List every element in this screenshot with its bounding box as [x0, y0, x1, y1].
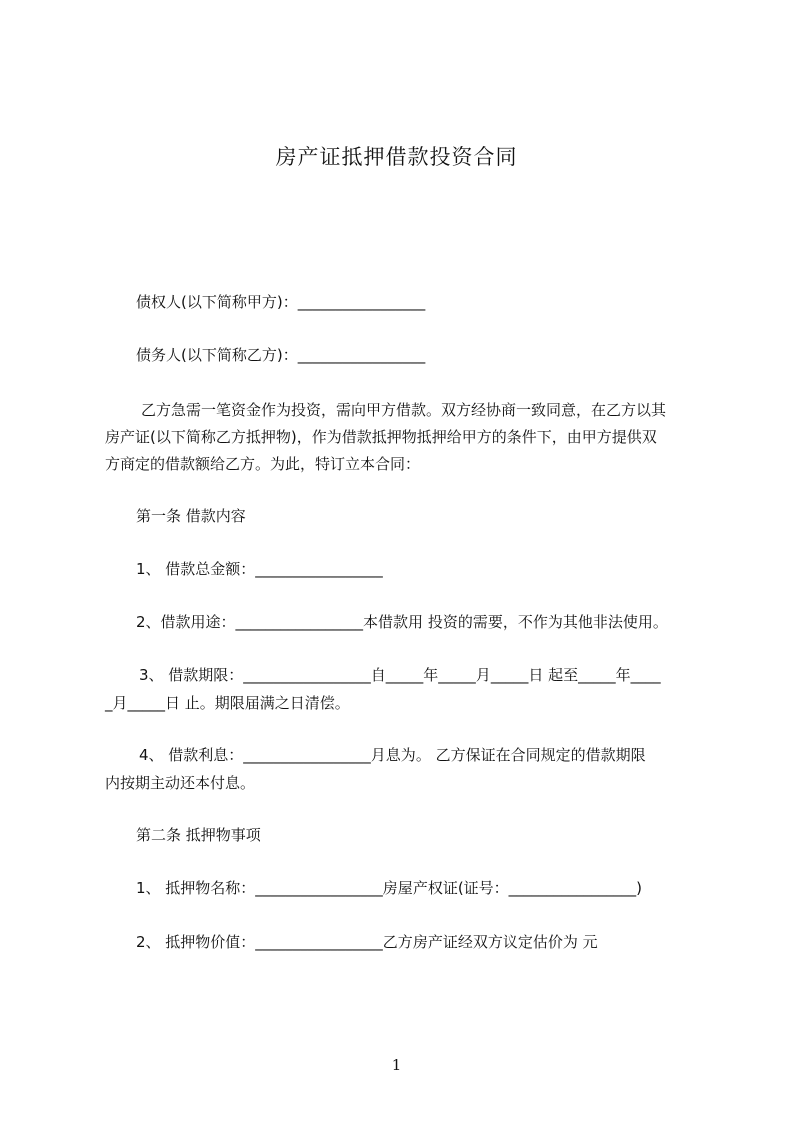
article-1-item-4-line-1: 4、 借款利息：_________________月息为。 乙方保证在合同规定的借款期限 — [139, 746, 646, 764]
article-1-item-2: 2、借款用途：_________________本借款用 投资的需要，不作为其他非法使用。 — [136, 613, 668, 631]
article-2-heading: 第二条 抵押物事项 — [136, 826, 261, 844]
intro-paragraph-line-3: 方商定的借款额给乙方。为此，特订立本合同： — [105, 455, 421, 473]
page-number: 1 — [391, 1056, 402, 1074]
creditor-line: 债权人(以下简称甲方)：_________________ — [136, 293, 426, 311]
article-1-heading: 第一条 借款内容 — [136, 507, 246, 525]
article-2-item-2: 2、 抵押物价值：_________________乙方房产证经双方议定估价为 元 — [136, 933, 598, 951]
intro-paragraph-line-1: 乙方急需一笔资金作为投资，需向甲方借款。双方经协商一致同意，在乙方以其 — [141, 401, 667, 419]
document-title: 房产证抵押借款投资合同 — [275, 145, 518, 169]
article-1-item-4-line-2: 内按期主动还本付息。 — [105, 774, 256, 792]
article-1-item-3-line-2: _月_____日 止。期限届满之日清偿。 — [105, 694, 350, 712]
article-1-item-3-line-1: 3、 借款期限：_________________自_____年_____月_____日 起至_____年____ — [139, 666, 661, 684]
article-2-item-1: 1、 抵押物名称：_________________房屋产权证(证号：_________________) — [136, 879, 643, 897]
article-1-item-1: 1、 借款总金额：_________________ — [136, 560, 383, 578]
intro-paragraph-line-2: 房产证(以下简称乙方抵押物)，作为借款抵押物抵押给甲方的条件下，由甲方提供双 — [105, 428, 657, 446]
debtor-line: 债务人(以下简称乙方)：_________________ — [136, 346, 426, 364]
